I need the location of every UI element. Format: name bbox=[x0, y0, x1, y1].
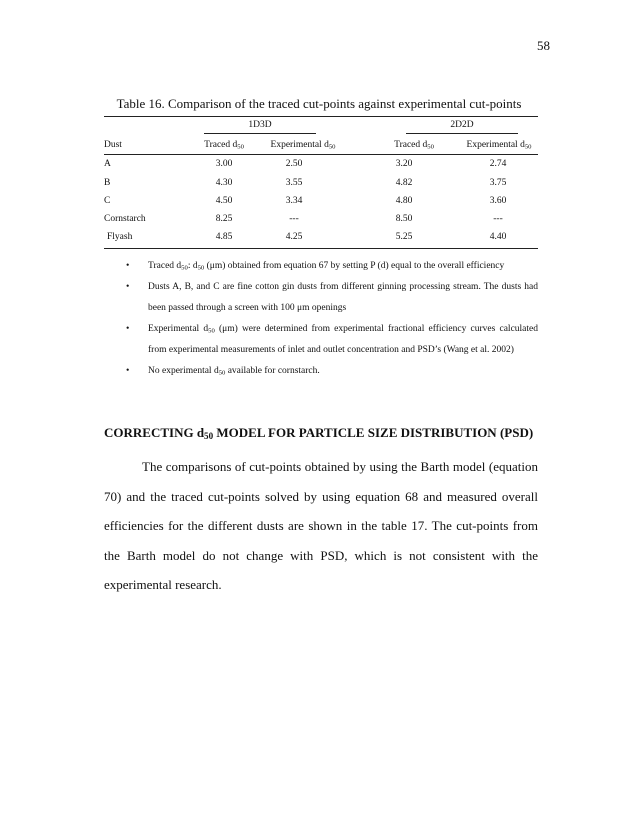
list-item bbox=[126, 256, 538, 277]
group-rule-1d3d bbox=[204, 133, 316, 134]
note-text: (μm) were determined from experimental fractional efficiency curves calculated from experimental measurements of inlet and outlet concentration and PSD’s (Wang et al. 2002) bbox=[148, 324, 538, 355]
cell-value: --- bbox=[289, 214, 299, 224]
cell-value: 4.82 bbox=[395, 178, 413, 188]
note-text: available for cornstarch. bbox=[225, 366, 320, 376]
bullet-icon: • bbox=[126, 324, 130, 334]
table-bottom-rule bbox=[104, 248, 538, 249]
section-heading bbox=[104, 425, 533, 441]
note-sub: 50 bbox=[197, 264, 205, 272]
note-text: Dusts A, B, and C are fine cotton gin dusts from different ginning processing stream. The dusts had been passed through a screen with 100 μm openings bbox=[148, 282, 538, 313]
note-text: Experimental d bbox=[148, 324, 209, 334]
header-experimental-sub: 50 bbox=[328, 143, 336, 151]
cell-value: 4.40 bbox=[489, 232, 507, 242]
cell-value: 4.80 bbox=[395, 196, 413, 206]
cell-value: 3.60 bbox=[489, 196, 507, 206]
note-text: (μm) obtained from equation 67 by setting P (d) equal to the overall efficiency bbox=[204, 261, 505, 271]
cell-value: 3.75 bbox=[489, 178, 507, 188]
heading-sub: 50 bbox=[204, 430, 214, 441]
bullet-icon: • bbox=[126, 282, 130, 292]
list-item bbox=[126, 361, 538, 382]
bullet-icon: • bbox=[126, 366, 130, 376]
column-header-traced-1 bbox=[194, 140, 254, 150]
list-item bbox=[126, 319, 538, 361]
note-sub: 50 bbox=[218, 369, 226, 377]
cell-value: 3.00 bbox=[215, 159, 233, 169]
cell-value: 4.85 bbox=[215, 232, 233, 242]
body-paragraph: The comparisons of cut-points obtained by using the Barth model (equation 70) and the traced cut-points solved by using equation 68 and measured overall efficiencies for the different dusts are shown in the table 17. The cut-points from the Barth model do not change with PSD, which is not consistent with the experimental research. bbox=[104, 459, 538, 592]
cell-value: 2.50 bbox=[285, 159, 303, 169]
header-traced-text: Traced d bbox=[204, 140, 238, 150]
group-header-1d3d: 1D3D bbox=[248, 120, 272, 130]
header-traced-text: Traced d bbox=[394, 140, 428, 150]
cell-value: 2.74 bbox=[489, 159, 507, 169]
table-caption: Table 16. Comparison of the traced cut-points against experimental cut-points bbox=[116, 96, 522, 111]
cell-dust: B bbox=[104, 178, 111, 188]
note-sub: 50 bbox=[208, 327, 215, 335]
note-text: Traced d bbox=[148, 261, 182, 271]
cell-value: 4.50 bbox=[215, 196, 233, 206]
column-header-traced-2 bbox=[384, 140, 444, 150]
heading-text: CORRECTING d bbox=[104, 425, 205, 440]
header-experimental-text: Experimental d bbox=[270, 140, 329, 150]
header-experimental-sub: 50 bbox=[524, 143, 532, 151]
cell-value: 8.25 bbox=[215, 214, 233, 224]
note-text: : d bbox=[187, 261, 198, 271]
cell-value: 3.34 bbox=[285, 196, 303, 206]
cell-value: 8.50 bbox=[395, 214, 413, 224]
column-header-experimental-1 bbox=[258, 140, 348, 150]
group-rule-2d2d bbox=[406, 133, 518, 134]
cell-dust: Flyash bbox=[107, 232, 133, 242]
cell-value: 3.20 bbox=[395, 159, 413, 169]
header-traced-sub: 50 bbox=[427, 143, 434, 151]
heading-text: MODEL FOR PARTICLE SIZE DISTRIBUTION (PSD) bbox=[213, 425, 534, 440]
cell-dust: A bbox=[104, 159, 111, 169]
cell-value: 4.25 bbox=[285, 232, 303, 242]
column-header-experimental-2 bbox=[454, 140, 544, 150]
page-number: 58 bbox=[537, 38, 550, 53]
table-top-rule bbox=[104, 116, 538, 117]
note-sub: 50 bbox=[181, 264, 188, 272]
cell-dust: Cornstarch bbox=[104, 214, 146, 224]
note-text: No experimental d bbox=[148, 366, 219, 376]
table-notes bbox=[126, 256, 538, 382]
table-header-rule bbox=[104, 154, 538, 155]
cell-value: 4.30 bbox=[215, 178, 233, 188]
cell-value: --- bbox=[493, 214, 503, 224]
cell-value: 3.55 bbox=[285, 178, 303, 188]
cell-value: 5.25 bbox=[395, 232, 413, 242]
header-traced-sub: 50 bbox=[237, 143, 244, 151]
bullet-icon: • bbox=[126, 261, 130, 271]
cell-dust: C bbox=[104, 196, 111, 206]
header-experimental-text: Experimental d bbox=[466, 140, 525, 150]
list-item bbox=[126, 277, 538, 319]
column-header-dust: Dust bbox=[104, 140, 122, 150]
group-header-2d2d: 2D2D bbox=[450, 120, 474, 130]
